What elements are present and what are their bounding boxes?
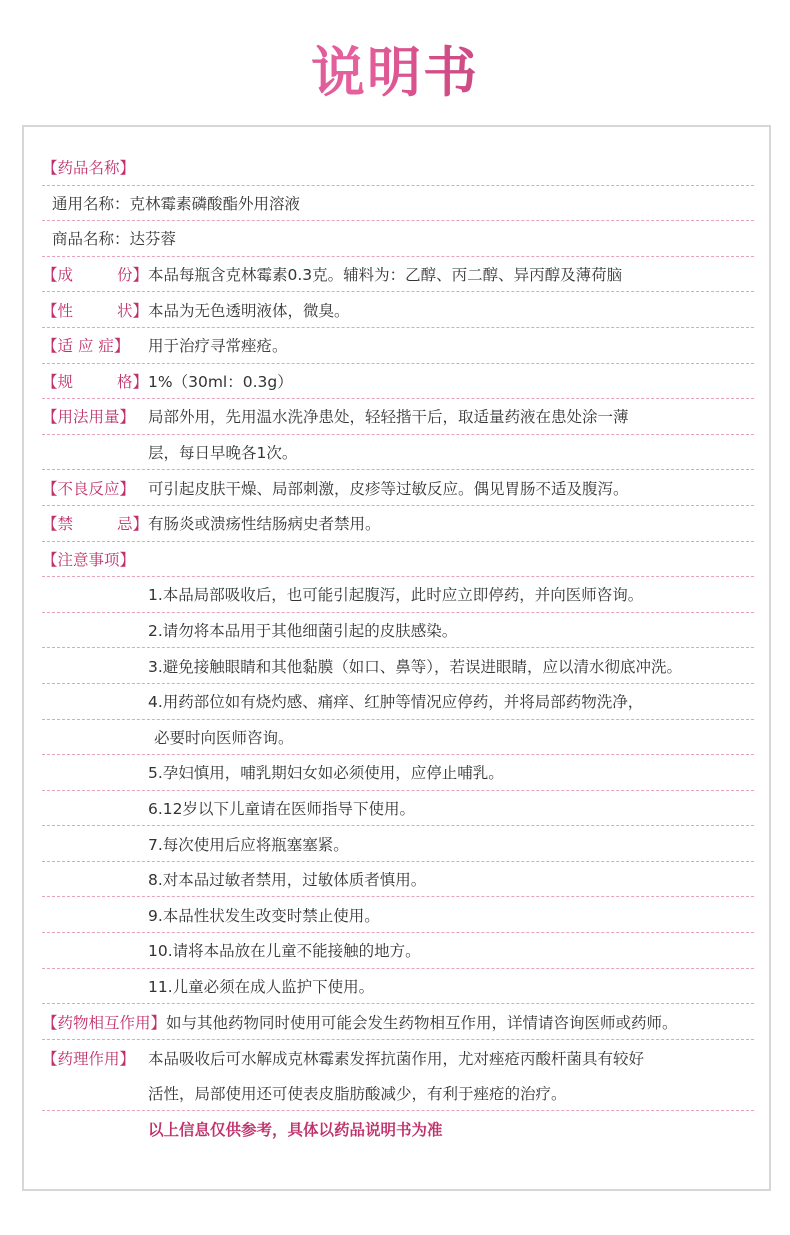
instruction-table — [42, 150, 754, 1147]
row-indication — [42, 328, 754, 364]
label-ingredients — [42, 263, 148, 285]
precaution-text: 6.12岁以下儿童请在医师指导下使用。 — [148, 799, 416, 818]
label-spec-left: 【规 — [42, 372, 74, 391]
precaution-text: 1.本品局部吸收后，也可能引起腹泻，此时应立即停药，并向医师咨询。 — [148, 586, 644, 605]
precaution-item — [42, 933, 754, 969]
trade-name: 商品名称：达芬蓉 — [52, 230, 177, 249]
row-generic-name — [42, 186, 754, 222]
row-drug-name-header — [42, 150, 754, 186]
label-pharmacology: 【药理作用】 — [42, 1049, 136, 1068]
precaution-item — [42, 613, 754, 649]
row-pharmacology-cont — [42, 1075, 754, 1111]
precaution-text: 10.请将本品放在儿童不能接触的地方。 — [148, 942, 421, 961]
precaution-item — [42, 684, 754, 720]
precaution-text: 必要时向医师咨询。 — [154, 728, 294, 747]
pharmacology-text-2: 活性，局部使用还可使表皮脂肪酸减少，有利于痤疮的治疗。 — [148, 1084, 567, 1103]
pharmacology-text-1: 本品吸收后可水解成克林霉素发挥抗菌作用，尤对痤疮丙酸杆菌具有较好 — [148, 1049, 645, 1068]
precaution-item — [42, 577, 754, 613]
precaution-item — [42, 969, 754, 1005]
disclaimer-text: 以上信息仅供参考，具体以药品说明书为准 — [148, 1120, 443, 1139]
label-adverse: 【不良反应】 — [42, 479, 136, 498]
row-pharmacology — [42, 1040, 754, 1076]
row-appearance — [42, 292, 754, 328]
usage-text-2: 层，每日早晚各1次。 — [148, 444, 298, 463]
adverse-text: 可引起皮肤干燥、局部刺激，皮疹等过敏反应。偶见胃肠不适及腹泻。 — [148, 479, 629, 498]
label-usage: 【用法用量】 — [42, 408, 136, 427]
label-appearance — [42, 299, 148, 321]
precaution-item — [42, 897, 754, 933]
precaution-text: 9.本品性状发生改变时禁止使用。 — [148, 906, 380, 925]
precaution-item — [42, 755, 754, 791]
label-ingredients-right: 份】 — [116, 266, 148, 285]
precaution-text: 8.对本品过敏者禁用，过敏体质者慎用。 — [148, 871, 427, 890]
appearance-text: 本品为无色透明液体，微臭。 — [148, 301, 350, 320]
precaution-item — [42, 826, 754, 862]
label-appearance-right: 状】 — [116, 301, 148, 320]
label-ingredients-left: 【成 — [42, 266, 74, 285]
label-contra-right: 忌】 — [116, 515, 148, 534]
row-adverse — [42, 470, 754, 506]
page-title: 说明书 — [0, 40, 790, 106]
usage-text-1: 局部外用，先用温水洗净患处，轻轻揩干后，取适量药液在患处涂一薄 — [148, 408, 629, 427]
precaution-text: 3.避免接触眼睛和其他黏膜（如口、鼻等），若误进眼睛，应以清水彻底冲洗。 — [148, 657, 683, 676]
label-indication: 【适 应 症】 — [42, 337, 130, 356]
label-precautions: 【注意事项】 — [42, 550, 136, 569]
row-trade-name — [42, 221, 754, 257]
indication-text: 用于治疗寻常痤疮。 — [148, 337, 288, 356]
precaution-item — [42, 720, 754, 756]
row-disclaimer — [42, 1111, 754, 1147]
row-spec — [42, 364, 754, 400]
label-spec-right: 格】 — [116, 372, 148, 391]
precaution-item — [42, 862, 754, 898]
row-interaction — [42, 1004, 754, 1040]
precaution-text: 2.请勿将本品用于其他细菌引起的皮肤感染。 — [148, 622, 458, 641]
row-precautions-header — [42, 542, 754, 578]
spec-text: 1%（30ml：0.3g） — [148, 372, 293, 391]
precaution-item — [42, 648, 754, 684]
label-interaction: 【药物相互作用】 — [42, 1013, 167, 1032]
row-contra — [42, 506, 754, 542]
generic-name: 通用名称：克林霉素磷酸酯外用溶液 — [52, 194, 301, 213]
precaution-text: 4.用药部位如有烧灼感、痛痒、红肿等情况应停药，并将局部药物洗净， — [148, 693, 644, 712]
ingredients-text: 本品每瓶含克林霉素0.3克。辅料为：乙醇、丙二醇、异丙醇及薄荷脑 — [148, 266, 623, 285]
row-usage — [42, 399, 754, 435]
label-contra-left: 【禁 — [42, 515, 74, 534]
interaction-text: 如与其他药物同时使用可能会发生药物相互作用，详情请咨询医师或药师。 — [166, 1013, 678, 1032]
label-contra — [42, 512, 148, 534]
label-drug-name: 【药品名称】 — [42, 159, 136, 178]
label-spec — [42, 370, 148, 392]
precaution-text: 11.儿童必须在成人监护下使用。 — [148, 977, 375, 996]
label-appearance-left: 【性 — [42, 301, 74, 320]
row-usage-cont — [42, 435, 754, 471]
contra-text: 有肠炎或溃疡性结肠病史者禁用。 — [148, 515, 381, 534]
precaution-text: 7.每次使用后应将瓶塞塞紧。 — [148, 835, 349, 854]
precaution-text: 5.孕妇慎用，哺乳期妇女如必须使用，应停止哺乳。 — [148, 764, 504, 783]
row-ingredients — [42, 257, 754, 293]
precaution-item — [42, 791, 754, 827]
